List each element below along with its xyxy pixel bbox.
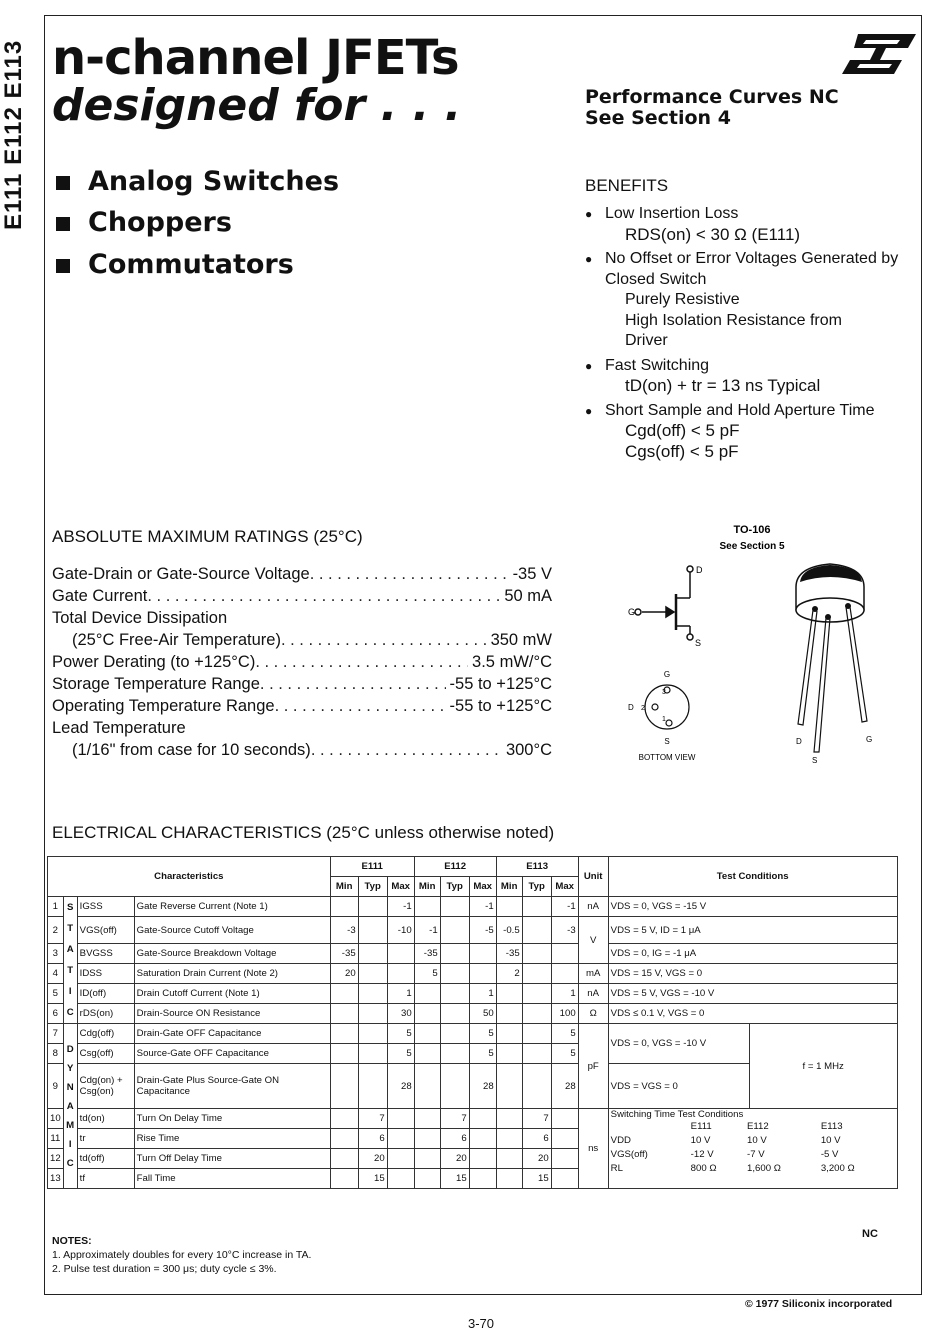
- row-value: [358, 984, 387, 1004]
- row-value: [387, 1129, 414, 1149]
- table-row: [48, 964, 898, 984]
- siliconix-logo-icon: [840, 30, 918, 78]
- switching-title: Switching Time Test Conditions: [610, 1109, 744, 1120]
- row-value: -3: [551, 917, 578, 944]
- row-symbol: Cdg(on) + Csg(on): [77, 1064, 134, 1109]
- row-value: [522, 944, 551, 964]
- row-value: -35: [496, 944, 522, 964]
- benefit-detail: RDS(on) < 30 Ω (E111): [625, 224, 801, 244]
- row-value: [414, 1004, 440, 1024]
- benefit-detail: tD(on) + tr = 13 ns Typical: [625, 376, 821, 395]
- copyright: © 1977 Siliconix incorporated: [745, 1298, 893, 1310]
- row-number: 11: [48, 1129, 64, 1149]
- row-value: [522, 1044, 551, 1064]
- row-description: Drain Cutoff Current (Note 1): [134, 984, 330, 1004]
- row-description: Rise Time: [134, 1129, 330, 1149]
- table-header-row: [48, 857, 898, 877]
- row-value: [414, 984, 440, 1004]
- row-value: [358, 964, 387, 984]
- row-number: 3: [48, 944, 64, 964]
- benefit-detail: Cgs(off) < 5 pF: [625, 441, 739, 461]
- row-number: 5: [48, 984, 64, 1004]
- frequency-condition: f = 1 MHz: [749, 1024, 897, 1109]
- row-value: [358, 1024, 387, 1044]
- row-value: [496, 1109, 522, 1129]
- notes: [52, 1234, 311, 1276]
- row-value: [330, 984, 358, 1004]
- benefit-item: ● Fast Switching: [585, 356, 920, 377]
- bottom-pin-g: G: [663, 670, 671, 679]
- rating-row: Lead Temperature: [52, 719, 186, 737]
- feature-item: Commutators: [56, 249, 294, 280]
- switching-cell: VGS(off): [610, 1149, 648, 1160]
- switching-cell: [611, 1120, 691, 1134]
- row-description: Saturation Drain Current (Note 2): [134, 964, 330, 984]
- row-value: [551, 1169, 578, 1189]
- row-unit: V: [578, 917, 608, 964]
- row-test-condition: VDS = 5 V, VGS = -10 V: [608, 984, 897, 1004]
- row-value: [522, 917, 551, 944]
- row-value: [387, 1109, 414, 1129]
- jfet-symbol-icon: [635, 566, 693, 640]
- bottom-view-icon: [645, 685, 689, 729]
- performance-curves-note: Performance Curves NC See Section 4: [585, 86, 839, 129]
- row-value: [358, 1004, 387, 1024]
- sidebar-part-numbers: E111 E112 E113: [0, 39, 27, 230]
- row-symbol: VGS(off): [77, 917, 134, 944]
- col-min: Min: [496, 877, 522, 897]
- row-value: [440, 964, 469, 984]
- row-description: Drain-Source ON Resistance: [134, 1004, 330, 1024]
- row-value: -35: [414, 944, 440, 964]
- pin-number-3: 3: [662, 689, 666, 696]
- row-value: 1: [469, 984, 496, 1004]
- square-bullet-icon: [56, 176, 70, 190]
- bottom-pin-d: D: [628, 703, 634, 712]
- row-value: [330, 1004, 358, 1024]
- row-value: [414, 1064, 440, 1109]
- row-value: 15: [522, 1169, 551, 1189]
- package-name: TO-106: [733, 524, 771, 536]
- row-description: Turn On Delay Time: [134, 1109, 330, 1129]
- switching-cell: 1,600 Ω: [747, 1163, 781, 1174]
- row-value: 5: [469, 1024, 496, 1044]
- note-1: 1. Approximately doubles for every 10°C increase in TA.: [52, 1249, 312, 1261]
- row-value: [440, 1044, 469, 1064]
- row-test-condition: VDS = VGS = 0: [608, 1064, 749, 1109]
- row-value: [469, 944, 496, 964]
- rating-row: Storage Temperature Range . . . -55 to +125°C: [52, 673, 552, 695]
- row-value: [330, 1149, 358, 1169]
- row-symbol: BVGSS: [77, 944, 134, 964]
- row-value: [414, 1129, 440, 1149]
- switching-cell: 10 V: [747, 1135, 767, 1146]
- row-value: [551, 944, 578, 964]
- row-value: 20: [440, 1149, 469, 1169]
- table-row: [48, 917, 898, 944]
- col-typ: Typ: [522, 877, 551, 897]
- row-value: 1: [551, 984, 578, 1004]
- row-value: [387, 1149, 414, 1169]
- switching-cell: E111: [690, 1121, 712, 1132]
- row-test-condition: VDS = 0, VGS = -10 V: [608, 1024, 749, 1064]
- row-value: [522, 1064, 551, 1109]
- rating-row: (1/16" from case for 10 seconds) . . . 300°C: [52, 739, 552, 761]
- col-header-e112: E112: [414, 857, 496, 877]
- row-value: [551, 964, 578, 984]
- rating-row: Power Derating (to +125°C) . . . 3.5 mW/°C: [52, 651, 552, 673]
- col-max: Max: [551, 877, 578, 897]
- row-value: 5: [551, 1024, 578, 1044]
- row-value: [522, 1004, 551, 1024]
- row-value: [496, 897, 522, 917]
- switching-row: [611, 1162, 895, 1176]
- row-value: [330, 1169, 358, 1189]
- row-value: [496, 1149, 522, 1169]
- col-header-test-conditions: Test Conditions: [608, 857, 897, 897]
- row-value: [330, 1064, 358, 1109]
- row-value: [358, 897, 387, 917]
- pin-label-g: G: [628, 607, 636, 617]
- table-row: [48, 1004, 898, 1024]
- row-value: [522, 984, 551, 1004]
- row-value: -1: [387, 897, 414, 917]
- col-header-characteristics: Characteristics: [48, 857, 331, 897]
- can-pin-s: S: [812, 756, 818, 765]
- col-typ: Typ: [358, 877, 387, 897]
- row-unit: pF: [578, 1024, 608, 1109]
- row-number: 4: [48, 964, 64, 984]
- row-value: 50: [469, 1004, 496, 1024]
- row-symbol: rDS(on): [77, 1004, 134, 1024]
- dynamic-group-label: D Y N A M I C: [63, 1024, 77, 1189]
- switching-cell: -5 V: [820, 1149, 839, 1160]
- benefits-list: [585, 204, 920, 462]
- row-number: 7: [48, 1024, 64, 1044]
- switching-test-conditions: [608, 1109, 897, 1189]
- row-value: 15: [440, 1169, 469, 1189]
- row-test-condition: VDS = 0, IG = -1 μA: [608, 944, 897, 964]
- row-symbol: tr: [77, 1129, 134, 1149]
- to106-package-diagram: [590, 522, 920, 767]
- static-group-label: S T A T I C: [63, 897, 77, 1024]
- row-value: 20: [358, 1149, 387, 1169]
- can-pin-d: D: [796, 737, 802, 746]
- notes-heading: NOTES:: [52, 1235, 92, 1247]
- pin-label-s: S: [695, 638, 702, 648]
- row-value: 1: [387, 984, 414, 1004]
- row-symbol: Csg(off): [77, 1044, 134, 1064]
- benefits-heading: BENEFITS: [585, 176, 669, 195]
- switching-cell: RL: [610, 1163, 623, 1174]
- benefit-item: ● Short Sample and Hold Aperture Time: [585, 401, 920, 422]
- feature-item: Choppers: [56, 207, 232, 238]
- row-description: Source-Gate OFF Capacitance: [134, 1044, 330, 1064]
- col-max: Max: [387, 877, 414, 897]
- table-row: [48, 897, 898, 917]
- nc-mark: NC: [862, 1228, 878, 1240]
- row-value: [496, 1169, 522, 1189]
- switching-cell: 10 V: [820, 1135, 841, 1146]
- row-value: 28: [387, 1064, 414, 1109]
- row-value: [469, 1149, 496, 1169]
- row-test-condition: VDS = 5 V, ID = 1 μA: [608, 917, 897, 944]
- pin-number-2: 2: [641, 705, 645, 712]
- row-value: [387, 964, 414, 984]
- switching-sub-table: [611, 1120, 895, 1176]
- row-value: [551, 1109, 578, 1129]
- row-value: [496, 1044, 522, 1064]
- table-row: [48, 984, 898, 1004]
- row-value: 5: [469, 1044, 496, 1064]
- row-value: 28: [469, 1064, 496, 1109]
- row-value: [440, 1024, 469, 1044]
- switching-cell: 10 V: [690, 1135, 711, 1146]
- row-test-condition: VDS = 0, VGS = -15 V: [608, 897, 897, 917]
- row-value: [496, 1024, 522, 1044]
- row-description: Gate Reverse Current (Note 1): [134, 897, 330, 917]
- pin-label-d: D: [696, 565, 703, 575]
- row-value: [414, 897, 440, 917]
- electrical-characteristics-table: [47, 856, 898, 1189]
- absolute-max-ratings-list: [52, 563, 552, 761]
- row-description: Turn Off Delay Time: [134, 1149, 330, 1169]
- row-value: 5: [551, 1044, 578, 1064]
- row-value: 5: [387, 1024, 414, 1044]
- row-value: [440, 897, 469, 917]
- row-value: 2: [496, 964, 522, 984]
- row-value: 7: [522, 1109, 551, 1129]
- benefit-detail: High Isolation Resistance from Driver: [625, 311, 842, 349]
- row-value: [330, 1129, 358, 1149]
- row-value: [469, 1129, 496, 1149]
- row-value: -1: [469, 897, 496, 917]
- row-value: [414, 1149, 440, 1169]
- row-description: Gate-Source Breakdown Voltage: [134, 944, 330, 964]
- row-value: [387, 944, 414, 964]
- row-description: Gate-Source Cutoff Voltage: [134, 917, 330, 944]
- absolute-max-ratings-heading: ABSOLUTE MAXIMUM RATINGS (25°C): [52, 527, 363, 546]
- switching-row: [611, 1148, 895, 1162]
- page-subtitle: designed for . . .: [52, 80, 462, 131]
- row-value: 30: [387, 1004, 414, 1024]
- row-symbol: td(on): [77, 1109, 134, 1129]
- table-row: [48, 944, 898, 964]
- page-number: 3-70: [468, 1316, 495, 1331]
- switching-row: [611, 1120, 895, 1134]
- row-value: -10: [387, 917, 414, 944]
- row-value: [358, 1044, 387, 1064]
- row-value: [414, 1024, 440, 1044]
- row-value: 6: [522, 1129, 551, 1149]
- row-value: [551, 1149, 578, 1169]
- row-value: [414, 1109, 440, 1129]
- row-value: [330, 1109, 358, 1129]
- rating-row: (25°C Free-Air Temperature) . . . 350 mW: [52, 629, 552, 651]
- rating-row: Gate-Drain or Gate-Source Voltage . . . -35 V: [52, 563, 552, 585]
- square-bullet-icon: [56, 259, 70, 273]
- row-number: 12: [48, 1149, 64, 1169]
- row-symbol: td(off): [77, 1149, 134, 1169]
- row-value: [414, 1044, 440, 1064]
- row-unit: nA: [578, 984, 608, 1004]
- row-number: 9: [48, 1064, 64, 1109]
- table-row: [48, 1109, 898, 1129]
- benefit-item: ● Low Insertion Loss: [585, 204, 920, 225]
- row-value: -5: [469, 917, 496, 944]
- row-symbol: IGSS: [77, 897, 134, 917]
- row-unit: Ω: [578, 1004, 608, 1024]
- switching-cell: E113: [820, 1121, 843, 1132]
- col-header-e113: E113: [496, 857, 578, 877]
- switching-cell: 3,200 Ω: [820, 1163, 855, 1174]
- table-row: [48, 1024, 898, 1044]
- row-value: [469, 964, 496, 984]
- row-value: [330, 1044, 358, 1064]
- row-value: 100: [551, 1004, 578, 1024]
- rating-row: Operating Temperature Range . . . -55 to +125°C: [52, 695, 552, 717]
- switching-cell: -7 V: [747, 1149, 765, 1160]
- row-test-condition: VDS ≤ 0.1 V, VGS = 0: [608, 1004, 897, 1024]
- row-value: [358, 944, 387, 964]
- row-unit: mA: [578, 964, 608, 984]
- row-value: [440, 917, 469, 944]
- square-bullet-icon: [56, 217, 70, 231]
- row-value: 6: [358, 1129, 387, 1149]
- rating-row: Total Device Dissipation: [52, 609, 228, 627]
- can-pin-g: G: [866, 735, 873, 744]
- row-value: [414, 1169, 440, 1189]
- row-description: Fall Time: [134, 1169, 330, 1189]
- to106-can-icon: [796, 564, 867, 752]
- col-min: Min: [414, 877, 440, 897]
- col-header-e111: E111: [330, 857, 414, 877]
- row-value: 5: [387, 1044, 414, 1064]
- row-symbol: tf: [77, 1169, 134, 1189]
- row-value: 7: [440, 1109, 469, 1129]
- switching-cell: VDD: [610, 1135, 631, 1146]
- row-number: 13: [48, 1169, 64, 1189]
- row-value: [358, 1064, 387, 1109]
- row-value: [496, 1064, 522, 1109]
- row-value: -1: [551, 897, 578, 917]
- row-value: -35: [330, 944, 358, 964]
- row-value: [358, 917, 387, 944]
- row-number: 1: [48, 897, 64, 917]
- row-test-condition: VDS = 15 V, VGS = 0: [608, 964, 897, 984]
- row-symbol: IDSS: [77, 964, 134, 984]
- row-description: Drain-Gate Plus Source-Gate ON Capacitance: [134, 1064, 330, 1109]
- col-max: Max: [469, 877, 496, 897]
- row-value: [440, 1004, 469, 1024]
- row-value: [387, 1169, 414, 1189]
- row-number: 10: [48, 1109, 64, 1129]
- bottom-view-label: BOTTOM VIEW: [638, 753, 696, 762]
- row-value: [469, 1169, 496, 1189]
- row-description: Drain-Gate OFF Capacitance: [134, 1024, 330, 1044]
- row-number: 8: [48, 1044, 64, 1064]
- col-typ: Typ: [440, 877, 469, 897]
- page-title: n-channel JFETs: [52, 30, 459, 86]
- row-value: [522, 1024, 551, 1044]
- row-value: 7: [358, 1109, 387, 1129]
- row-value: [440, 1064, 469, 1109]
- row-value: [522, 964, 551, 984]
- feature-item: Analog Switches: [56, 166, 339, 197]
- switching-cell: -12 V: [690, 1149, 714, 1160]
- pin-number-1: 1: [662, 716, 666, 723]
- col-min: Min: [330, 877, 358, 897]
- row-value: [496, 984, 522, 1004]
- row-value: [330, 1024, 358, 1044]
- row-value: [440, 984, 469, 1004]
- package-section: See Section 5: [719, 541, 785, 552]
- row-value: [469, 1109, 496, 1129]
- row-symbol: Cdg(off): [77, 1024, 134, 1044]
- row-value: 28: [551, 1064, 578, 1109]
- benefit-item: ● No Offset or Error Voltages Generated by Closed Switch: [585, 249, 920, 290]
- row-value: 20: [330, 964, 358, 984]
- col-header-unit: Unit: [578, 857, 608, 897]
- row-value: 20: [522, 1149, 551, 1169]
- row-value: [496, 1004, 522, 1024]
- benefit-detail: Purely Resistive: [625, 291, 740, 308]
- electrical-characteristics-heading: ELECTRICAL CHARACTERISTICS (25°C unless otherwise noted): [52, 823, 555, 842]
- note-2: 2. Pulse test duration = 300 μs; duty cycle ≤ 3%.: [52, 1263, 277, 1275]
- row-value: 15: [358, 1169, 387, 1189]
- row-value: [440, 944, 469, 964]
- row-value: [551, 1129, 578, 1149]
- row-value: [496, 1129, 522, 1149]
- row-value: -1: [414, 917, 440, 944]
- switching-cell: E112: [747, 1121, 769, 1132]
- bottom-pin-s: S: [664, 737, 670, 746]
- row-value: 5: [414, 964, 440, 984]
- row-value: -3: [330, 917, 358, 944]
- row-number: 6: [48, 1004, 64, 1024]
- rating-row: Gate Current . . . 50 mA: [52, 585, 552, 607]
- switching-row: [611, 1134, 895, 1148]
- benefit-detail: Cgd(off) < 5 pF: [625, 421, 740, 440]
- row-value: 6: [440, 1129, 469, 1149]
- row-value: -0.5: [496, 917, 522, 944]
- row-unit: ns: [578, 1109, 608, 1189]
- row-symbol: ID(off): [77, 984, 134, 1004]
- row-value: [522, 897, 551, 917]
- row-number: 2: [48, 917, 64, 944]
- row-unit: nA: [578, 897, 608, 917]
- switching-cell: 800 Ω: [690, 1163, 717, 1174]
- row-value: [330, 897, 358, 917]
